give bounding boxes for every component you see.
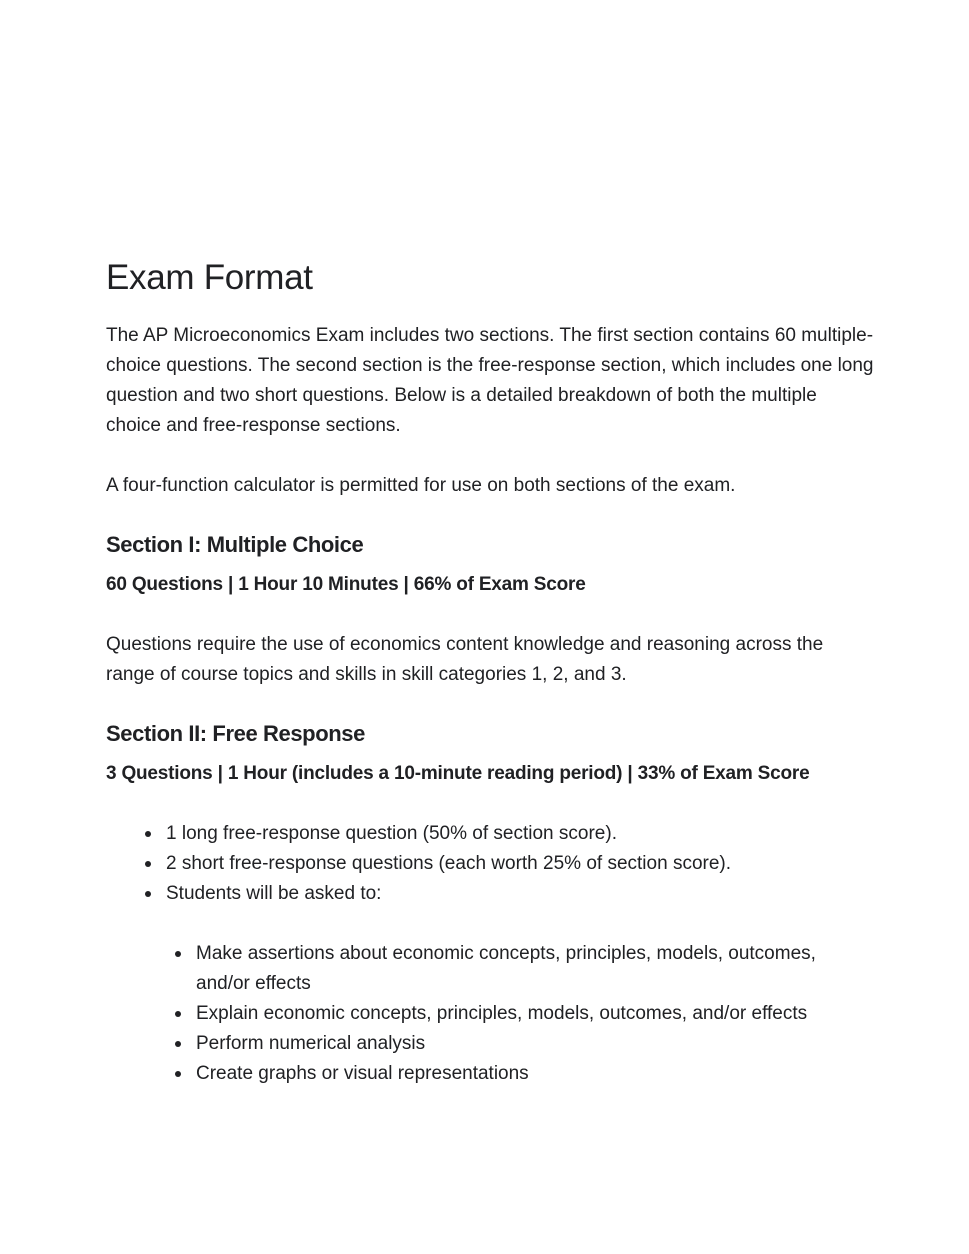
section1-description: Questions require the use of economics content knowledge and reasoning across the range of course topics and skills in skill categories 1, 2, and 3. <box>106 634 824 685</box>
section2-heading: Section II: Free Response <box>106 721 365 746</box>
list-item: Students will be asked to: <box>166 879 876 909</box>
bullet-icon <box>175 1011 181 1017</box>
section2-bullet-list <box>0 819 876 909</box>
page-title: Exam Format <box>106 258 313 297</box>
bullet-icon <box>145 891 151 897</box>
task-list <box>0 939 861 1089</box>
section1-meta: 60 Questions | 1 Hour 10 Minutes | 66% of Exam Score <box>106 574 586 595</box>
bullet-icon <box>145 831 151 837</box>
section1-heading: Section I: Multiple Choice <box>106 532 364 557</box>
list-item: 1 long free-response question (50% of section score). <box>166 819 876 849</box>
list-item: 2 short free-response questions (each worth 25% of section score). <box>166 849 876 879</box>
calculator-note: A four-function calculator is permitted for use on both sections of the exam. <box>106 475 736 496</box>
list-item: Perform numerical analysis <box>196 1029 861 1059</box>
list-item: Explain economic concepts, principles, models, outcomes, and/or effects <box>196 999 861 1029</box>
section2-meta: 3 Questions | 1 Hour (includes a 10-minute reading period) | 33% of Exam Score <box>106 763 810 784</box>
document-page <box>106 255 876 1089</box>
bullet-icon <box>175 951 181 957</box>
list-item: Create graphs or visual representations <box>196 1059 861 1089</box>
bullet-icon <box>175 1071 181 1077</box>
intro-paragraph: The AP Microeconomics Exam includes two sections. The first section contains 60 multiple-choice questions. The second section is the free-response section, which includes one long question and two short questions. Below is a detailed breakdown of both the multiple choice and free-response sections. <box>106 325 874 436</box>
bullet-icon <box>145 861 151 867</box>
bullet-icon <box>175 1041 181 1047</box>
list-item: Make assertions about economic concepts, principles, models, outcomes, and/or effects <box>196 939 861 999</box>
